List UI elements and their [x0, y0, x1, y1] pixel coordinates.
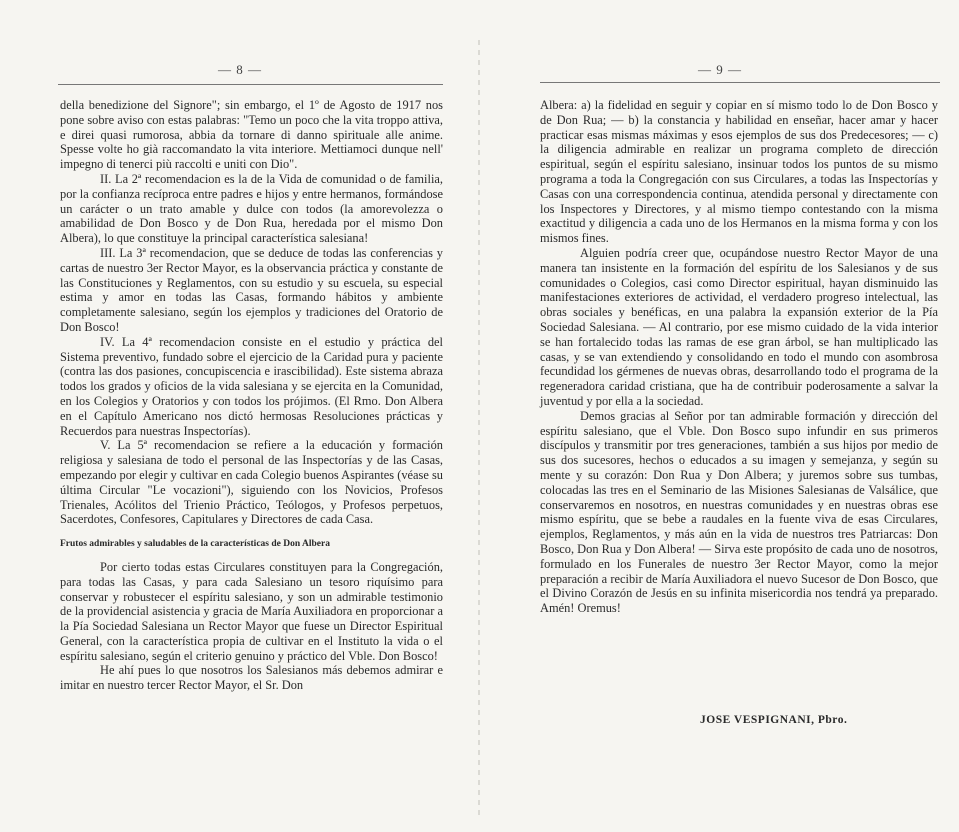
paragraph: II. La 2ª recomendacion es la de la Vida de comunidad o de familia, por la confianza recíproca entre padres e hijos y entre hermanos, formándose un carácter o un trato amable y dulce con todos (la amorevolezza o amabilidad de Don Bosco y de Don Rua, heredada por el mismo Don Albera), lo que constituye la principal característica salesiana!	[60, 171, 443, 246]
paragraph: Alguien podría creer que, ocupándose nuestro Rector Mayor de una manera tan insistente en la formación del espíritu de los Salesianos y de sus comunidades o Colegios, casi como Director espiritual, hayan disminuido las manifestaciones exteriores de actividad, el verdadero progreso intelectual, las obras sociales y benéficas, en una palabra la expansión exterior de la Pía Sociedad Salesiana. — Al contrario, por ese mismo cuidado de la vida interior se han fortalecido todas las ramas de ese gran árbol, se han multiplicado las casas, y se van extendiendo y consolidando en todo el mundo con asombrosa fecundidad los gérmenes de nuevas obras, desarrollando todo el programa de la regeneradora caridad cristiana, que ha de contribuir poderosamente a salvar la juventud y por ella a la sociedad.	[540, 245, 938, 408]
page-number: — 9 —	[698, 62, 742, 77]
signature: JOSE VESPIGNANI, Pbro.	[700, 714, 848, 726]
paragraph: III. La 3ª recomendacion, que se deduce de todas las conferencias y cartas de nuestro 3er Rector Mayor, es la observancia práctica y constante de las Constituciones y Reglamentos, con su estudio y su escuela, su especial estima y amor en todas las Casas, formando hábitos y ambiente completamente salesiano, según los ejemplos y tradiciones del Oratorio de Don Bosco!	[60, 245, 443, 334]
header-rule	[58, 84, 443, 85]
right-page-body	[540, 98, 938, 616]
section-title: Frutos admirables y saludables de la características de Don Albera	[60, 539, 330, 550]
paragraph: Albera: a) la fidelidad en seguir y copiar en sí mismo todo lo de Don Bosco y de Don Rua; — b) la constancia y habilidad en enseñar, hacer amar y hacer practicar esas mismas máximas y esos ejemplos de sus dos Predecesores; — c) la diligencia admirable en realizar un programa completo de dirección espiritual, según el espíritu salesiano, insinuar todos los puntos de su mismo programa a toda la Congregación con sus Circulares, a todas las Inspectorías y Casas con una correspondencia continua, atendida personal y directamente con los Inspectores y Directores, y al mismo tiempo contestando con la misma exactitud y diligencia a cada uno de los Hermanos en la misma forma y con los mismos fines.	[540, 98, 938, 246]
right-page	[480, 0, 959, 832]
header-rule	[540, 82, 940, 83]
paragraph: V. La 5ª recomendacion se refiere a la educación y formación religiosa y salesiana de todo el personal de las Inspectorías y de las Casas, empezando por elegir y cultivar en cada Colegio buenos Aspirantes (véase su última Circular "Le vocazioni"), siguiendo con los Novicios, Profesos Trienales, Acólitos del Trienio Práctico, Teólogos, y Profesos perpetuos, Sacerdotes, Confesores, Capitulares y Directores de cada Casa.	[60, 438, 443, 527]
paragraph: He ahí pues lo que nosotros los Salesianos más debemos admirar e imitar en nuestro tercer Rector Mayor, el Sr. Don	[60, 663, 443, 693]
paragraph: Por cierto todas estas Circulares constituyen para la Congregación, para todas las Casas, y para cada Salesiano un tesoro riquísimo para conservar y robustecer el espíritu salesiano, y son un admirable testimonio de la providencial asistencia y gracia de María Auxiliadora en proporcionar a la Pía Sociedad Salesiana un Rector Mayor que fuese un Director Espiritual General, con la característica propia de cultivar en el Instituto la vida o el espíritu salesiano, según el criterio genuino y práctico del Vble. Don Bosco!	[60, 559, 443, 663]
page-number: — 8 —	[218, 62, 262, 77]
left-page-body	[60, 98, 443, 693]
paragraph: della benedizione del Signore"; sin embargo, el 1º de Agosto de 1917 nos pone sobre aviso con estas palabras: "Temo un poco che la vita troppo attiva, e direi quasi rumorosa, abbia da tornare di danno spirituale alle anime. Spesse volte ho già raccomandato la vita interiore. Mettiamoci dunque nell' impegno di tenerci più raccolti e uniti con Dio".	[60, 98, 443, 172]
paragraph: Demos gracias al Señor por tan admirable formación y dirección del espíritu salesiano, que el Vble. Don Bosco supo infundir en sus primeros discípulos y transmitir por tres generaciones, también a sus hijos por medio de sus dos sucesores, hechos o educados a su imagen y semejanza, y según su mente y su corazón: Don Rua y Don Albera; y juremos sobre sus tumbas, colocadas las tres en el Seminario de las Misiones Salesianas de Valsálice, que conservaremos en nosotros, en nuestras comunidades y en nuestras obras ese mismo espíritu, que se bebe a raudales en la fuente viva de esas Circulares, ejemplos, Reglamentos, y más aún en la vida de nuestros tres Patriarcas: Don Bosco, Don Rua y Don Albera! — Sirva este propósito de cada uno de nosotros, formulado en los Funerales de nuestro 3er Rector Mayor, como la mejor preparación a recibir de María Auxiliadora el nuevo Sucesor de Don Bosco, que el Divino Corazón de Jesús en su infinita misericordia nos tendrá ya preparado. Amén! Oremus!	[540, 408, 938, 616]
paragraph: IV. La 4ª recomendacion consiste en el estudio y práctica del Sistema preventivo, fundado sobre el ejercicio de la Caridad pura y paciente (contra las dos pasiones, concupiscencia e irascibilidad). Este sistema abraza todos los grados y oficios de la vida salesiana y se ejercita en la Comunidad, en los Colegios y Oratorios y con todos los prójimos. (El Rmo. Don Albera en el Capítulo Americano nos dictó hermosas Resoluciones prácticas y Recuerdos para nuestras Inspectorías).	[60, 334, 443, 438]
